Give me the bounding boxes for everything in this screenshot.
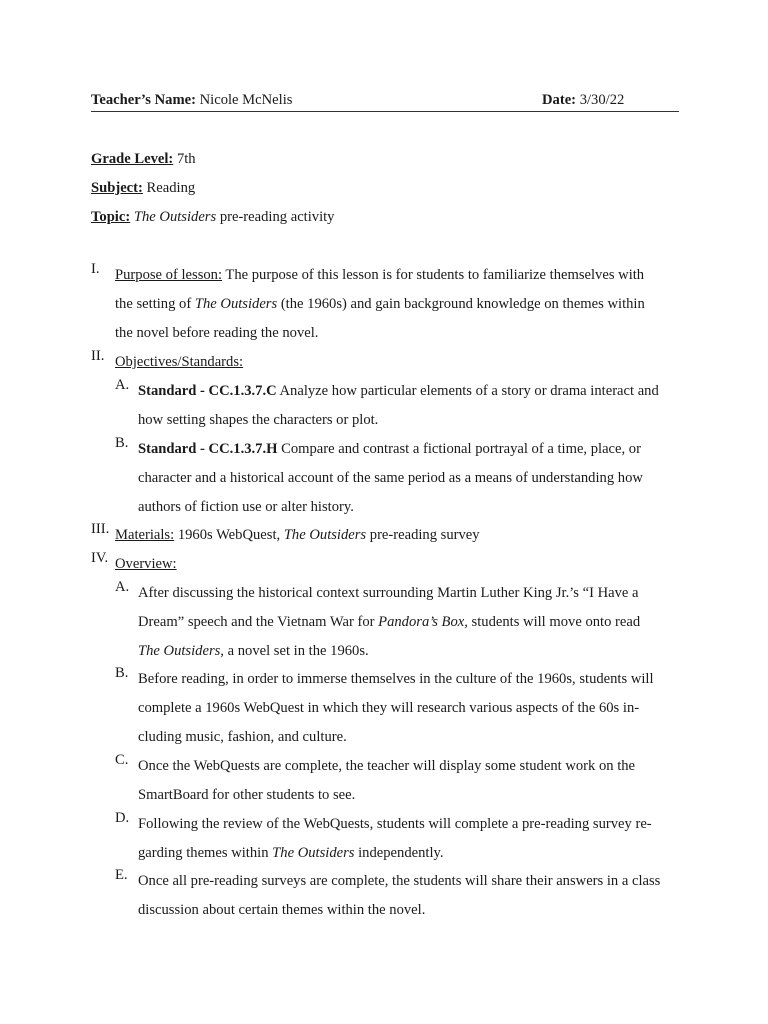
grade-value: 7th (176, 151, 196, 167)
item-body (138, 435, 674, 522)
item-letter: B. (115, 435, 129, 451)
purpose-line-1 (115, 261, 675, 290)
section-number: IV. (91, 550, 109, 566)
overview-d-line-1: Following the review of the WebQuests, students will complete a pre-reading survey re- (138, 816, 652, 832)
section-title: Purpose of lesson: (115, 267, 223, 283)
overview-c-line-1: Once the WebQuests are complete, the teacher will display some student work on the (138, 758, 636, 774)
overview-text: a novel set in the 1960s. (227, 643, 369, 659)
purpose-text: The purpose of this lesson is for students to familiarize themselves with (225, 267, 645, 283)
standard-code: Standard - CC.1.3.7.C (138, 383, 277, 399)
overview-e-line-2: discussion about certain themes within the novel. (138, 902, 426, 918)
book-title: The Outsiders (194, 296, 278, 312)
standard-text: Compare and contrast a fictional portrayal of a time, place, or (281, 441, 641, 457)
topic-rest: pre-reading activity (219, 209, 335, 225)
purpose-text: (the 1960s) and gain background knowledge on themes within (280, 296, 645, 312)
topic-book-title: The Outsiders (133, 209, 217, 225)
objective-b-line-2: character and a historical account of the same period as a means of understanding how (138, 470, 643, 486)
overview-a-line-3 (138, 637, 674, 666)
item-letter: D. (115, 810, 130, 826)
overview-b-line-3: cluding music, fashion, and culture. (138, 729, 347, 745)
standard-text: Analyze how particular elements of a story or drama interact and (279, 383, 659, 399)
date-label: Date: (542, 92, 577, 108)
section-number: II. (91, 348, 105, 364)
item-body (138, 665, 674, 752)
grade-label: Grade Level: (91, 151, 174, 167)
purpose-line-2 (115, 290, 675, 319)
overview-text: Dream” speech and the Vietnam War for (138, 614, 375, 630)
date-value: 3/30/22 (579, 92, 625, 108)
overview-text: independently. (358, 845, 444, 861)
book-title: Pandora’s Box, (378, 614, 468, 630)
section-title: Overview: (115, 556, 177, 572)
item-body (138, 377, 674, 435)
subject-value: Reading (146, 180, 196, 196)
item-body (138, 810, 674, 868)
item-body (138, 752, 674, 810)
overview-text: students will move onto read (471, 614, 641, 630)
subject (91, 180, 195, 197)
overview-e-line-1: Once all pre-reading surveys are complete, the students will share their answers in a class (138, 873, 661, 889)
objective-b-line-1 (138, 435, 674, 464)
book-title: The Outsiders (272, 845, 355, 861)
book-title: The Outsiders (283, 527, 367, 543)
topic-label: Topic: (91, 209, 131, 225)
section-number: III. (91, 521, 110, 537)
overview-text: garding themes within (138, 845, 269, 861)
overview-b-line-1: Before reading, in order to immerse themselves in the culture of the 1960s, students will (138, 671, 654, 687)
section-body (115, 261, 675, 348)
book-title: The Outsiders, (138, 643, 224, 659)
section-body (115, 550, 675, 579)
item-body (138, 867, 674, 925)
overview-a-line-2 (138, 608, 674, 637)
overview-b-line-2: complete a 1960s WebQuest in which they will research various aspects of the 60s in- (138, 700, 640, 716)
header-row (91, 92, 679, 112)
item-letter: E. (115, 867, 128, 883)
materials-text: pre-reading survey (369, 527, 480, 543)
teacher-value: Nicole McNelis (199, 92, 293, 108)
overview-a-line-1: After discussing the historical context surrounding Martin Luther King Jr.’s “I Have a (138, 585, 639, 601)
lesson-date (542, 92, 624, 109)
item-letter: B. (115, 665, 129, 681)
topic (91, 209, 334, 226)
grade-level (91, 151, 196, 168)
section-body (115, 348, 675, 377)
item-letter: A. (115, 377, 130, 393)
standard-code: Standard - CC.1.3.7.H (138, 441, 278, 457)
section-title: Materials: (115, 527, 175, 543)
teacher-name (91, 92, 292, 109)
purpose-line-3: the novel before reading the novel. (115, 325, 319, 341)
section-number: I. (91, 261, 100, 277)
teacher-label: Teacher’s Name: (91, 92, 196, 108)
section-title: Objectives/Standards: (115, 354, 244, 370)
subject-label: Subject: (91, 180, 143, 196)
item-letter: A. (115, 579, 130, 595)
objective-b-line-3: authors of fiction use or alter history. (138, 499, 354, 515)
item-letter: C. (115, 752, 129, 768)
objective-a-line-1 (138, 377, 674, 406)
overview-c-line-2: SmartBoard for other students to see. (138, 787, 356, 803)
purpose-text: the setting of (115, 296, 192, 312)
objective-a-line-2: how setting shapes the characters or plot. (138, 412, 379, 428)
item-body (138, 579, 674, 666)
overview-d-line-2 (138, 839, 674, 868)
section-body (115, 521, 675, 550)
materials-text: 1960s WebQuest, (177, 527, 281, 543)
